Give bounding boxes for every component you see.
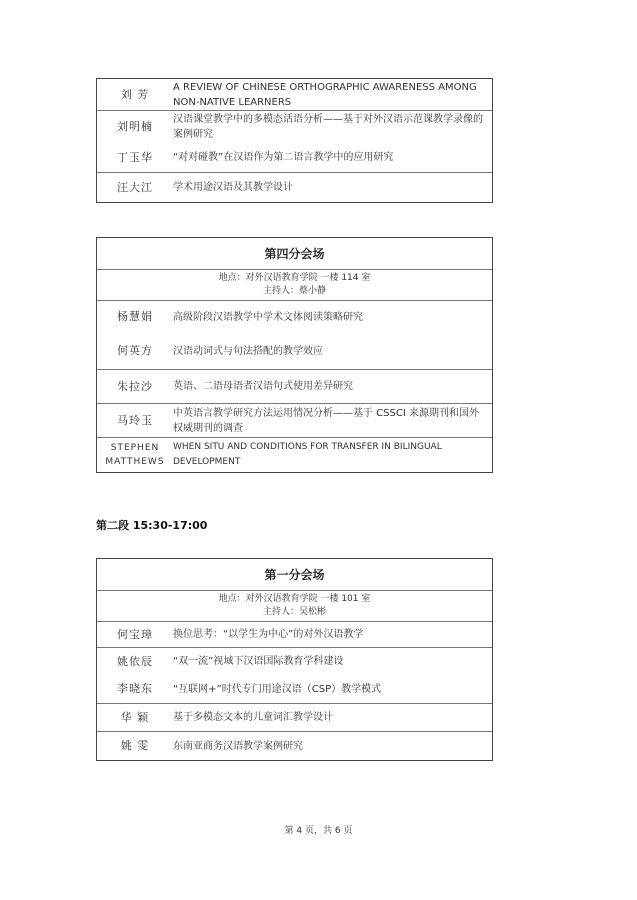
table-row xyxy=(97,143,492,173)
table-row xyxy=(97,675,492,704)
paper-title: 基于多模态文本的儿童词汇教学设计 xyxy=(173,712,333,723)
table-row xyxy=(97,370,492,404)
top-table xyxy=(96,78,493,203)
table-row xyxy=(97,648,492,675)
paper-title: “对对碰教”在汉语作为第二语言教学中的应用研究 xyxy=(173,152,394,163)
table-row xyxy=(97,173,492,202)
table-row xyxy=(97,438,492,472)
presenter-name: 马玲玉 xyxy=(117,413,153,427)
venue-info xyxy=(97,591,492,622)
presenter-name: 丁玉华 xyxy=(117,150,153,164)
fourth-venue-table xyxy=(96,237,493,473)
session-heading: 第二段 15:30-17:00 xyxy=(96,519,208,532)
paper-title: WHEN SITU AND CONDITIONS FOR TRANSFER IN BILINGUAL DEVELOPMENT xyxy=(173,442,442,467)
paper-title: 东南亚商务汉语教学案例研究 xyxy=(173,740,303,752)
table-row xyxy=(97,333,492,370)
table-row xyxy=(97,301,492,333)
venue-host: 主持人：吴松彬 xyxy=(262,607,326,617)
presenter-name: 汪大江 xyxy=(117,180,153,194)
presenter-name: 刘 芳 xyxy=(120,87,150,101)
first-venue-table xyxy=(96,558,493,761)
paper-title: 汉语动词式与句法搭配的教学效应 xyxy=(173,345,323,357)
table-row xyxy=(97,622,492,648)
paper-title: “双一流”视域下汉语国际教育学科建设 xyxy=(173,656,344,667)
table-row xyxy=(97,404,492,438)
presenter-name: 杨慧娟 xyxy=(117,310,153,323)
presenter-name: 李晓东 xyxy=(117,682,153,695)
presenter-name: 姚 雯 xyxy=(120,739,150,752)
presenter-name: 何宝璋 xyxy=(117,627,153,641)
presenter-name: 刘明楠 xyxy=(117,120,153,133)
table-row xyxy=(97,111,492,143)
table-row xyxy=(97,79,492,111)
venue-header: 第四分会场 xyxy=(97,238,492,270)
paper-title: “互联网+”时代专门用途汉语（CSP）教学模式 xyxy=(173,683,382,695)
paper-title: 英语、二语母语者汉语句式使用差异研究 xyxy=(173,381,353,392)
page-footer: 第 4 页，共 6 页 xyxy=(284,826,353,836)
presenter-name: STEPHEN MATTHEWS xyxy=(105,443,165,467)
presenter-name: 何英方 xyxy=(117,344,153,357)
paper-title: A REVIEW OF CHINESE ORTHOGRAPHIC AWARENESS AMONG NON-NATIVE LEARNERS xyxy=(173,81,477,108)
venue-location: 地点：对外汉语教育学院 一楼 101 室 xyxy=(218,594,371,604)
venue-host: 主持人：蔡小静 xyxy=(262,286,326,296)
venue-header: 第一分会场 xyxy=(97,559,492,591)
paper-title: 换位思考：“以学生为中心”的对外汉语教学 xyxy=(173,629,364,640)
table-row xyxy=(97,732,492,760)
paper-title: 高级阶段汉语教学中学术文体阅读策略研究 xyxy=(173,311,363,323)
table-row xyxy=(97,704,492,732)
venue-info xyxy=(97,270,492,301)
presenter-name: 华 颖 xyxy=(120,710,150,724)
paper-title: 中英语言教学研究方法运用情况分析——基于 CSSCI 来源期刊和国外权威期刊的调查 xyxy=(173,407,479,434)
paper-title: 汉语课堂教学中的多模态话语分析——基于对外汉语示范课教学录像的案例研究 xyxy=(173,114,483,140)
paper-title: 学术用途汉语及其教学设计 xyxy=(173,182,293,193)
venue-location: 地点：对外汉语教育学院 一楼 114 室 xyxy=(218,273,371,283)
presenter-name: 朱拉沙 xyxy=(117,379,153,393)
presenter-name: 姚依辰 xyxy=(117,654,153,668)
